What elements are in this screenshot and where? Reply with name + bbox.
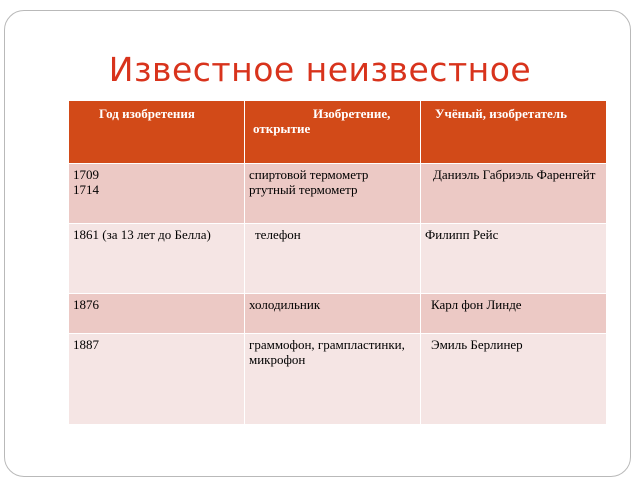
table-row [69, 334, 607, 425]
cell-year: 1861 (за 13 лет до Белла) [69, 224, 245, 294]
cell-inventor: Филипп Рейс [421, 224, 607, 294]
slide-title: Известное неизвестное [108, 50, 532, 89]
cell-inventor: Эмиль Берлинер [421, 334, 607, 425]
table-row [69, 224, 607, 294]
cell-year: 1887 [69, 334, 245, 425]
table-row [69, 294, 607, 334]
inventions-table [68, 100, 607, 425]
cell-inventor: Карл фон Линде [421, 294, 607, 334]
cell-invention: телефон [245, 224, 421, 294]
header-inventor: Учёный, изобретатель [421, 101, 607, 164]
table-row [69, 164, 607, 224]
cell-invention: холодильник [245, 294, 421, 334]
header-invention: Изобретение, открытие [245, 101, 421, 164]
cell-year: 1709 1714 [69, 164, 245, 224]
cell-year: 1876 [69, 294, 245, 334]
table-header-row [69, 101, 607, 164]
cell-inventor: Даниэль Габриэль Фаренгейт [421, 164, 607, 224]
cell-invention: граммофон, грампластинки, микрофон [245, 334, 421, 425]
cell-invention: спиртовой термометр ртутный термометр [245, 164, 421, 224]
header-year: Год изобретения [69, 101, 245, 164]
